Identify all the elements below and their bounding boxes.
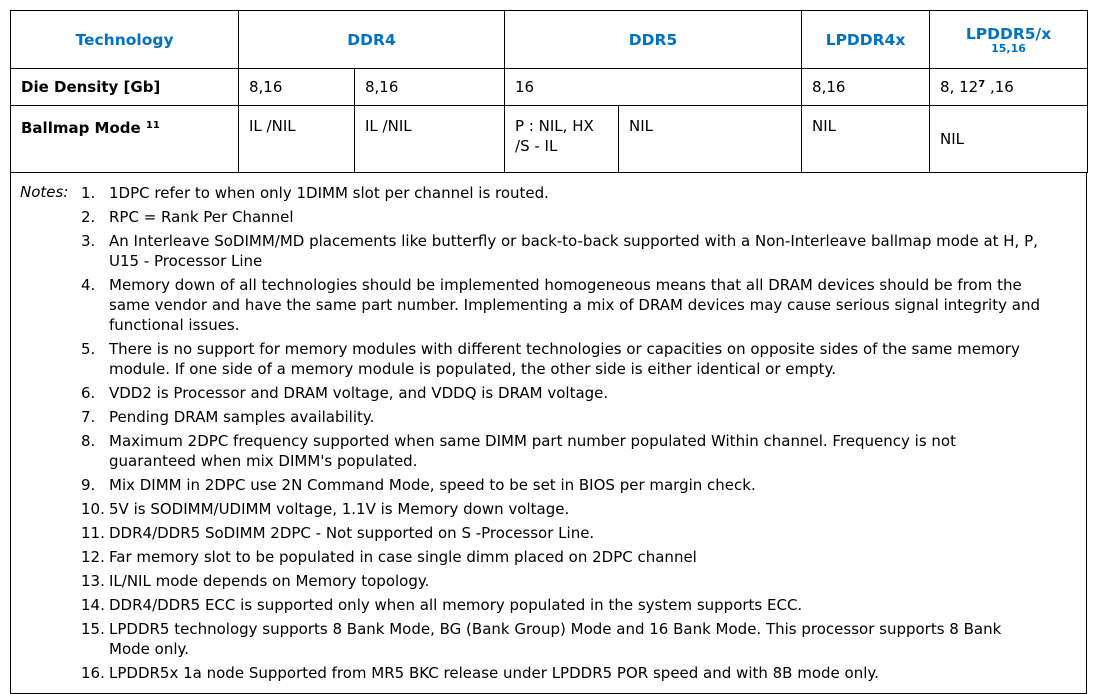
note-number: 16. bbox=[81, 664, 105, 682]
note-text: An Interleave SoDIMM/MD placements like butterfly or back-to-back supported with a Non-Interleave ballmap mode at H, P, U15 - Processor Line bbox=[109, 232, 1038, 270]
note-number: 1. bbox=[81, 184, 96, 202]
note-text: VDD2 is Processor and DRAM voltage, and VDDQ is DRAM voltage. bbox=[109, 384, 609, 402]
note-text: Memory down of all technologies should be implemented homogeneous means that all DRAM devices should be from the same vendor and have the same part number. Implementing a mix of DRAM devices may cause serious signal integrity and functional issues. bbox=[109, 276, 1040, 334]
note-item bbox=[81, 475, 1041, 495]
note-item bbox=[81, 207, 1041, 227]
note-item bbox=[81, 595, 1041, 615]
note-text: LPDDR5x 1a node Supported from MR5 BKC release under LPDDR5 POR speed and with 8B mode only. bbox=[109, 664, 879, 682]
header-lpddr5x-label: LPDDR5/x bbox=[965, 24, 1052, 43]
note-number: 3. bbox=[81, 232, 96, 250]
note-text: Mix DIMM in 2DPC use 2N Command Mode, speed to be set in BIOS per margin check. bbox=[109, 476, 756, 494]
cell-text: 8, 12 bbox=[940, 78, 979, 96]
note-item bbox=[81, 571, 1041, 591]
header-ddr4: DDR4 bbox=[239, 11, 505, 69]
cell: NIL bbox=[930, 106, 1088, 173]
note-text: DDR4/DDR5 ECC is supported only when all memory populated in the system supports ECC. bbox=[109, 596, 803, 614]
note-text: LPDDR5 technology supports 8 Bank Mode, BG (Bank Group) Mode and 16 Bank Mode. This processor supports 8 Bank Mode only. bbox=[109, 620, 1002, 658]
note-text: There is no support for memory modules with different technologies or capacities on opposite sides of the same memory module. If one side of a memory module is populated, the other side is either identical or empty. bbox=[109, 340, 1020, 378]
note-item bbox=[81, 523, 1041, 543]
note-number: 2. bbox=[81, 208, 96, 226]
header-lpddr5x-ref: 15,16 bbox=[991, 41, 1026, 55]
notes-title: Notes: bbox=[20, 183, 69, 201]
note-number: 15. bbox=[81, 620, 105, 638]
note-number: 13. bbox=[81, 572, 105, 590]
notes-list bbox=[81, 183, 1041, 687]
header-lpddr5x bbox=[930, 11, 1088, 69]
note-item bbox=[81, 619, 1041, 659]
row-label: Die Density [Gb] bbox=[11, 69, 239, 106]
note-item bbox=[81, 547, 1041, 567]
note-text: Far memory slot to be populated in case single dimm placed on 2DPC channel bbox=[109, 548, 697, 566]
note-number: 10. bbox=[81, 500, 105, 518]
notes-section bbox=[10, 173, 1087, 694]
footnote-ref: 7 bbox=[978, 79, 986, 90]
note-item bbox=[81, 339, 1041, 379]
note-number: 12. bbox=[81, 548, 105, 566]
note-number: 11. bbox=[81, 524, 105, 542]
note-number: 4. bbox=[81, 276, 96, 294]
row-label-text: Ballmap Mode bbox=[21, 119, 146, 137]
cell: NIL bbox=[619, 106, 802, 173]
row-label bbox=[11, 106, 239, 173]
note-text: RPC = Rank Per Channel bbox=[109, 208, 294, 226]
memory-spec-table-container bbox=[10, 10, 1087, 694]
header-technology: Technology bbox=[11, 11, 239, 69]
note-number: 7. bbox=[81, 408, 96, 426]
note-number: 14. bbox=[81, 596, 105, 614]
note-item bbox=[81, 383, 1041, 403]
footnote-ref: 11 bbox=[145, 120, 160, 131]
header-row bbox=[11, 11, 1088, 69]
memory-spec-table bbox=[10, 10, 1088, 173]
table-row-die-density bbox=[11, 69, 1088, 106]
note-number: 5. bbox=[81, 340, 96, 358]
cell: IL /NIL bbox=[355, 106, 505, 173]
cell: 8,16 bbox=[802, 69, 930, 106]
note-item bbox=[81, 431, 1041, 471]
cell: P : NIL, HX /S - IL bbox=[505, 106, 619, 173]
note-item bbox=[81, 275, 1041, 335]
note-text: 5V is SODIMM/UDIMM voltage, 1.1V is Memory down voltage. bbox=[109, 500, 570, 518]
cell: 16 bbox=[505, 69, 802, 106]
note-number: 9. bbox=[81, 476, 96, 494]
note-text: Maximum 2DPC frequency supported when same DIMM part number populated Within channel. Frequency is not guaranteed when mix DIMM's populated. bbox=[109, 432, 956, 470]
note-text: IL/NIL mode depends on Memory topology. bbox=[109, 572, 430, 590]
note-item bbox=[81, 183, 1041, 203]
note-item bbox=[81, 499, 1041, 519]
note-item bbox=[81, 407, 1041, 427]
cell: 8,16 bbox=[355, 69, 505, 106]
note-text: Pending DRAM samples availability. bbox=[109, 408, 375, 426]
cell: NIL bbox=[802, 106, 930, 173]
note-item bbox=[81, 663, 1041, 683]
note-number: 6. bbox=[81, 384, 96, 402]
cell bbox=[930, 69, 1088, 106]
header-lpddr4x: LPDDR4x bbox=[802, 11, 930, 69]
note-text: DDR4/DDR5 SoDIMM 2DPC - Not supported on S -Processor Line. bbox=[109, 524, 595, 542]
cell: IL /NIL bbox=[239, 106, 355, 173]
note-number: 8. bbox=[81, 432, 96, 450]
note-item bbox=[81, 231, 1041, 271]
table-row-ballmap bbox=[11, 106, 1088, 173]
note-text: 1DPC refer to when only 1DIMM slot per channel is routed. bbox=[109, 184, 549, 202]
header-ddr5: DDR5 bbox=[505, 11, 802, 69]
cell-text: ,16 bbox=[985, 78, 1014, 96]
cell: 8,16 bbox=[239, 69, 355, 106]
